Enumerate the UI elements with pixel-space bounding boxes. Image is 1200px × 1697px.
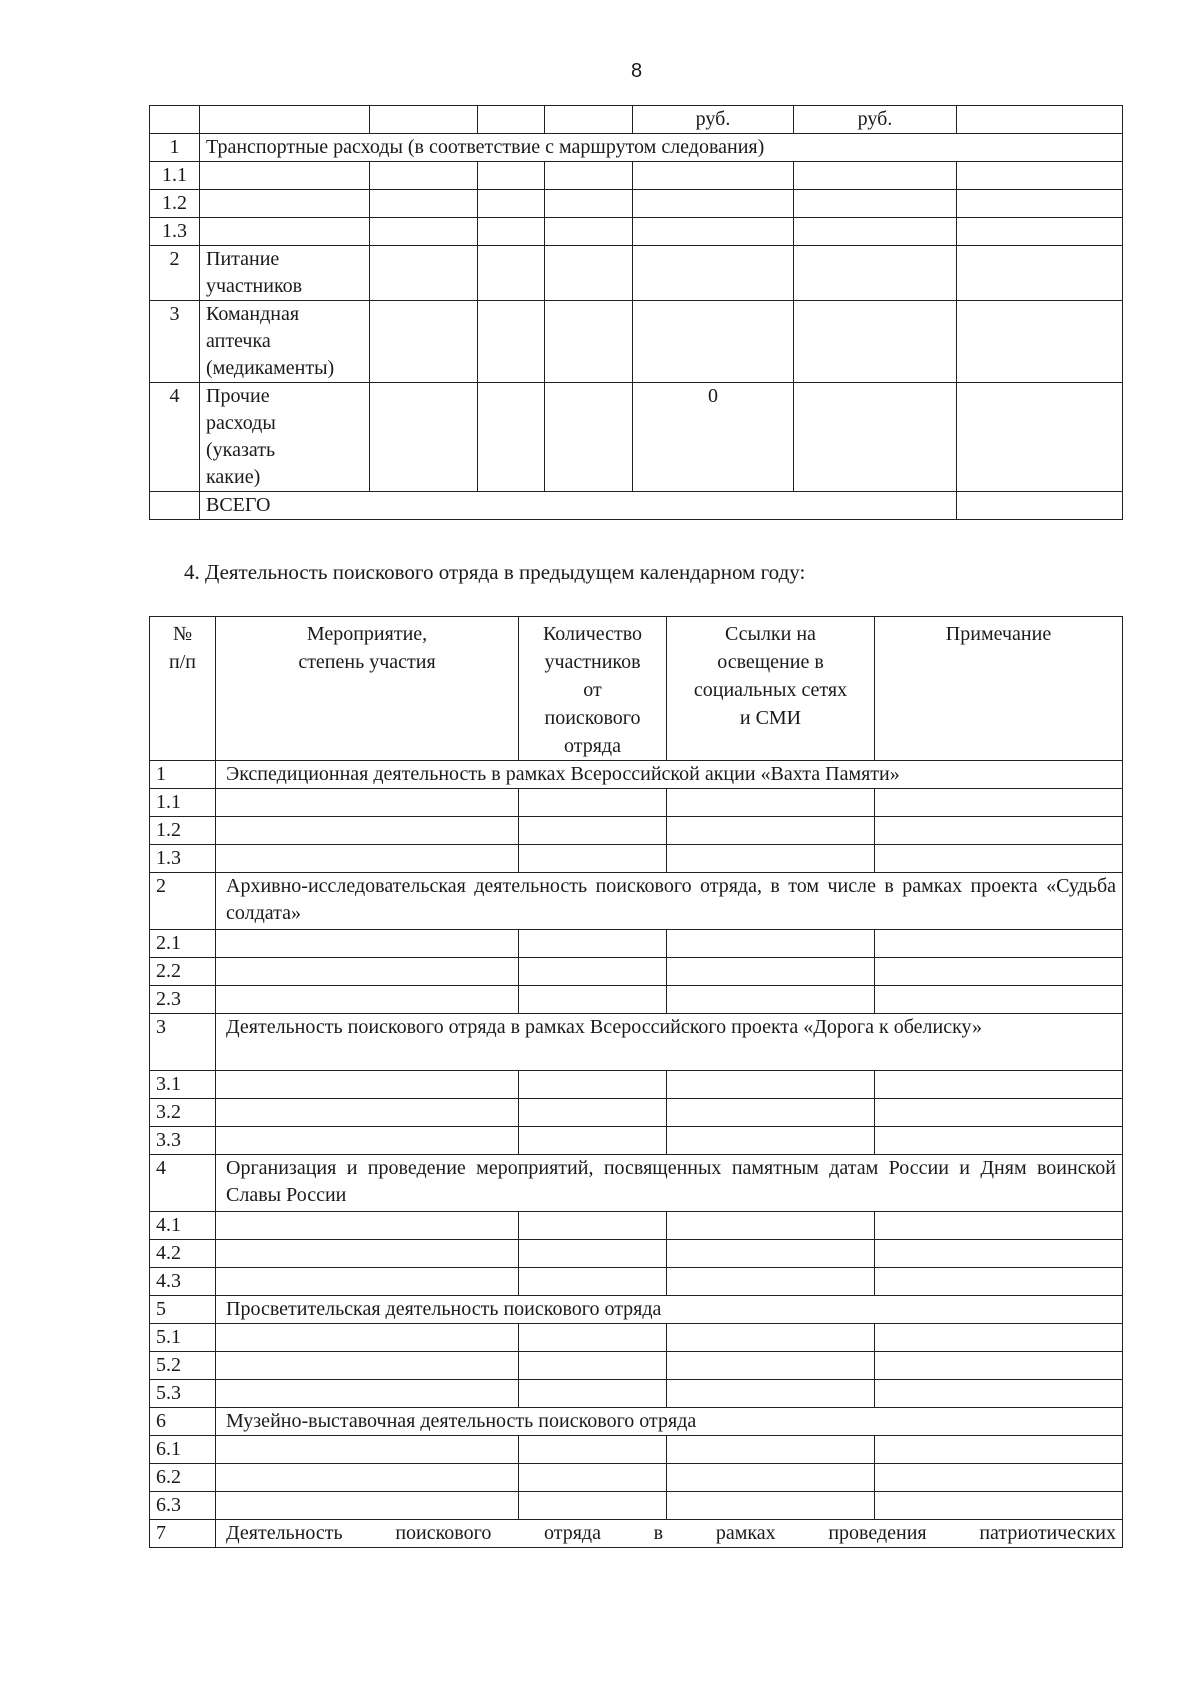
sub-number: 1.1: [150, 789, 216, 817]
section-heading: 4. Деятельность поискового отряда в предыдущем календарном году:: [184, 560, 806, 584]
activities-table: [149, 616, 1123, 1548]
row-number: 3: [150, 301, 200, 383]
sub-row: [150, 1240, 1123, 1268]
header-event: Мероприятие, степень участия: [216, 617, 519, 761]
section-number: 4: [150, 1155, 216, 1212]
expenses-table: [149, 105, 1123, 520]
sub-row: [150, 1324, 1123, 1352]
section-title: Архивно-исследовательская деятельность поискового отряда, в том числе в рамках проекта «Судьба солдата»: [216, 873, 1123, 930]
section-title: Деятельность поискового отряда в рамках проведения патриотических: [216, 1520, 1123, 1548]
section-row: [150, 1520, 1123, 1548]
header-note: Примечание: [875, 617, 1123, 761]
section-row: [150, 1296, 1123, 1324]
expense-row: [150, 190, 1123, 218]
section-number: 7: [150, 1520, 216, 1548]
sub-row: [150, 1071, 1123, 1099]
row-number: 1.1: [150, 162, 200, 190]
sub-number: 3.1: [150, 1071, 216, 1099]
sub-number: 3.2: [150, 1099, 216, 1127]
header-row: [150, 617, 1123, 761]
sub-row: [150, 1352, 1123, 1380]
sub-row: [150, 817, 1123, 845]
sub-number: 1.3: [150, 845, 216, 873]
row-label: Командная аптечка (медикаменты): [200, 301, 370, 383]
sub-number: 1.2: [150, 817, 216, 845]
section-number: 6: [150, 1408, 216, 1436]
row-number: 1: [150, 134, 200, 162]
row-number: 4: [150, 383, 200, 492]
section-number: 3: [150, 1014, 216, 1071]
expense-row: [150, 162, 1123, 190]
units-row: [150, 106, 1123, 134]
sub-row: [150, 1492, 1123, 1520]
sub-number: 4.1: [150, 1212, 216, 1240]
unit-rub-2: руб.: [794, 106, 957, 134]
expense-row: [150, 246, 1123, 301]
section-number: 5: [150, 1296, 216, 1324]
row-label: Транспортные расходы (в соответствие с маршрутом следования): [200, 134, 1123, 162]
total-label: ВСЕГО: [200, 492, 957, 520]
sub-number: 6.1: [150, 1436, 216, 1464]
header-links: Ссылки на освещение в социальных сетях и СМИ: [667, 617, 875, 761]
sub-row: [150, 930, 1123, 958]
sub-row: [150, 845, 1123, 873]
total-row: [150, 492, 1123, 520]
sub-number: 6.2: [150, 1464, 216, 1492]
sub-row: [150, 1436, 1123, 1464]
sub-row: [150, 1464, 1123, 1492]
sub-number: 5.2: [150, 1352, 216, 1380]
row-value: 0: [633, 383, 794, 492]
row-label: Прочие расходы (указать какие): [200, 383, 370, 492]
sub-row: [150, 1268, 1123, 1296]
row-number: 1.3: [150, 218, 200, 246]
section-number: 1: [150, 761, 216, 789]
section-row: [150, 1014, 1123, 1071]
section-title: Организация и проведение мероприятий, посвященных памятным датам России и Дням воинской Славы России: [216, 1155, 1123, 1212]
section-row: [150, 761, 1123, 789]
expense-row: [150, 218, 1123, 246]
sub-row: [150, 789, 1123, 817]
section-title: Экспедиционная деятельность в рамках Всероссийской акции «Вахта Памяти»: [216, 761, 1123, 789]
expense-row: [150, 301, 1123, 383]
section-number: 2: [150, 873, 216, 930]
row-number: 2: [150, 246, 200, 301]
row-label: Питание участников: [200, 246, 370, 301]
sub-number: 6.3: [150, 1492, 216, 1520]
page-number: 8: [630, 60, 643, 82]
sub-row: [150, 1212, 1123, 1240]
section-title: Музейно-выставочная деятельность поискового отряда: [216, 1408, 1123, 1436]
row-number: 1.2: [150, 190, 200, 218]
expense-row: [150, 383, 1123, 492]
sub-number: 4.2: [150, 1240, 216, 1268]
sub-row: [150, 1099, 1123, 1127]
section-row: [150, 873, 1123, 930]
section-row: [150, 1155, 1123, 1212]
sub-number: 5.3: [150, 1380, 216, 1408]
unit-rub-1: руб.: [633, 106, 794, 134]
sub-number: 2.2: [150, 958, 216, 986]
sub-number: 5.1: [150, 1324, 216, 1352]
section-title: Просветительская деятельность поискового отряда: [216, 1296, 1123, 1324]
section-title: Деятельность поискового отряда в рамках Всероссийского проекта «Дорога к обелиску»: [216, 1014, 1123, 1071]
sub-row: [150, 986, 1123, 1014]
expense-row: [150, 134, 1123, 162]
sub-number: 4.3: [150, 1268, 216, 1296]
sub-number: 2.3: [150, 986, 216, 1014]
sub-row: [150, 1127, 1123, 1155]
section-row: [150, 1408, 1123, 1436]
sub-number: 3.3: [150, 1127, 216, 1155]
sub-row: [150, 1380, 1123, 1408]
header-count: Количество участников от поискового отряда: [519, 617, 667, 761]
header-num: № п/п: [150, 617, 216, 761]
sub-number: 2.1: [150, 930, 216, 958]
sub-row: [150, 958, 1123, 986]
